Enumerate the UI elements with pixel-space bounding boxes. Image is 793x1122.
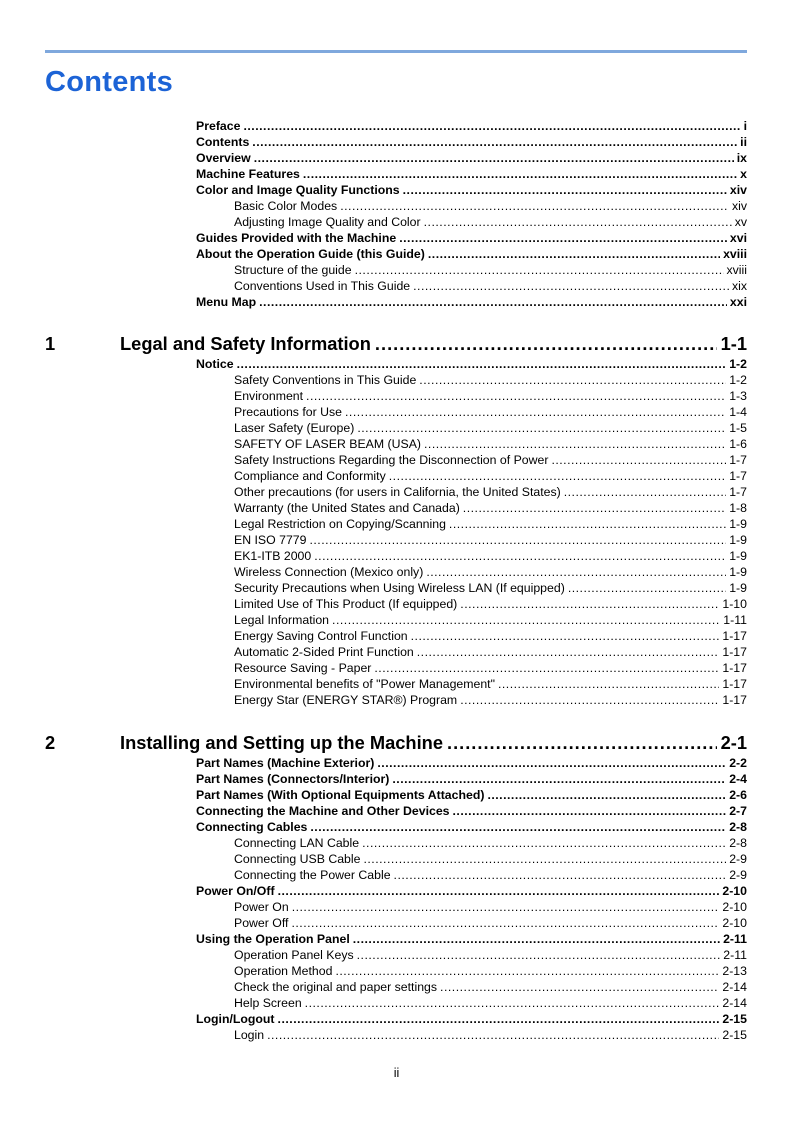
toc-entry-page: 2-7 [729, 804, 747, 818]
dot-leader [345, 404, 726, 420]
toc-entry[interactable] [0, 596, 793, 612]
toc-entry-label: Operation Panel Keys [234, 948, 354, 962]
dot-leader [375, 332, 717, 356]
toc-entry[interactable] [0, 628, 793, 644]
toc-entry-page: xvi [729, 231, 747, 245]
toc-entry-label: Basic Color Modes [234, 199, 338, 213]
dot-leader [419, 372, 726, 388]
toc-entry[interactable] [0, 979, 793, 995]
toc-entry[interactable] [0, 532, 793, 548]
toc-entry[interactable] [0, 580, 793, 596]
dot-leader [389, 468, 726, 484]
header-rule [45, 50, 747, 53]
toc-entry-label: Power Off [234, 916, 289, 930]
toc-entry-label: Connecting Cables [196, 820, 308, 834]
toc-entry-page: 2-11 [723, 932, 747, 946]
dot-leader [314, 548, 726, 564]
dot-leader [309, 532, 726, 548]
toc-entry-page: xiv [731, 199, 747, 213]
chapter-heading[interactable] [0, 332, 793, 356]
toc-entry-page: 1-11 [723, 613, 747, 627]
dot-leader [568, 580, 726, 596]
toc-entry[interactable] [0, 388, 793, 404]
toc-entry[interactable] [0, 676, 793, 692]
toc-entry-page: 2-6 [729, 788, 747, 802]
toc-entry-page: 2-13 [722, 964, 747, 978]
dot-leader [411, 628, 720, 644]
toc-entry-page: 2-8 [729, 820, 747, 834]
toc-entry-page: 1-10 [722, 597, 747, 611]
toc-entry-page: 2-14 [722, 980, 747, 994]
toc-entry-label: Other precautions (for users in California, the United States) [234, 485, 561, 499]
dot-leader [363, 851, 726, 867]
chapter-page: 1-1 [720, 333, 747, 354]
dot-leader [403, 182, 727, 198]
toc-entry-page: 2-11 [723, 948, 747, 962]
toc-entry-page: ix [736, 151, 747, 165]
toc-entry-page: xviii [723, 247, 747, 261]
dot-leader [377, 755, 726, 771]
toc-entry-label: Connecting LAN Cable [234, 836, 360, 850]
dot-leader [332, 612, 720, 628]
dot-leader [267, 1027, 719, 1043]
toc-entry-page: 2-2 [729, 756, 747, 770]
dot-leader [243, 118, 740, 134]
toc-entry-label: Connecting USB Cable [234, 852, 361, 866]
toc-entry-page: 1-9 [729, 549, 747, 563]
toc-entry-label: Operation Method [234, 964, 333, 978]
dot-leader [303, 166, 737, 182]
toc-entry[interactable] [0, 452, 793, 468]
toc-entry-label: Laser Safety (Europe) [234, 421, 355, 435]
dot-leader [424, 436, 726, 452]
toc-entry-label: Legal Restriction on Copying/Scanning [234, 517, 446, 531]
toc-entry-label: Wireless Connection (Mexico only) [234, 565, 424, 579]
toc-entry-label: Connecting the Power Cable [234, 868, 391, 882]
toc-entry-label: Compliance and Conformity [234, 469, 386, 483]
toc-entry[interactable] [0, 150, 793, 166]
toc-entry[interactable] [0, 660, 793, 676]
toc-entry-page: i [743, 119, 747, 133]
toc-entry-page: 1-7 [729, 485, 747, 499]
toc-entry-page: 1-17 [722, 645, 747, 659]
toc-entry-label: Structure of the guide [234, 263, 352, 277]
toc-entry[interactable] [0, 468, 793, 484]
toc-entry-page: 1-2 [729, 357, 747, 371]
toc-entry-page: 1-9 [729, 533, 747, 547]
toc-entry-label: Guides Provided with the Machine [196, 231, 397, 245]
toc-entry-label: Warranty (the United States and Canada) [234, 501, 460, 515]
toc-entry-label: Connecting the Machine and Other Devices [196, 804, 450, 818]
dot-leader [353, 931, 720, 947]
toc-entry-page: 1-8 [729, 501, 747, 515]
toc-entry-page: 2-15 [722, 1012, 747, 1026]
chapter-heading[interactable] [0, 731, 793, 755]
toc-entry[interactable] [0, 166, 793, 182]
dot-leader [340, 198, 729, 214]
toc-entry-label: Overview [196, 151, 251, 165]
toc-entry-page: 1-6 [729, 437, 747, 451]
toc-entry-label: Resource Saving - Paper [234, 661, 372, 675]
toc-entry-label: Preface [196, 119, 241, 133]
toc-entry-label: Using the Operation Panel [196, 932, 350, 946]
dot-leader [449, 516, 726, 532]
toc-entry-label: Login [234, 1028, 265, 1042]
toc-entry-label: Environment [234, 389, 304, 403]
toc-entry[interactable] [0, 963, 793, 979]
toc-entry[interactable] [0, 294, 793, 310]
toc-entry-page: 2-14 [722, 996, 747, 1010]
dot-leader [453, 803, 727, 819]
toc-entry-page: 1-17 [722, 629, 747, 643]
dot-leader [259, 294, 727, 310]
dot-leader [305, 995, 720, 1011]
toc-entry-page: 1-5 [729, 421, 747, 435]
chapter-page: 2-1 [720, 732, 747, 753]
dot-leader [278, 1011, 720, 1027]
dot-leader [417, 644, 720, 660]
dot-leader [399, 230, 727, 246]
dot-leader [487, 787, 726, 803]
toc-entry-page: 1-17 [722, 693, 747, 707]
toc-entry[interactable] [0, 692, 793, 708]
toc-entry-label: Safety Conventions in This Guide [234, 373, 417, 387]
page-number: ii [393, 1066, 400, 1080]
toc-entry-label: Login/Logout [196, 1012, 275, 1026]
chapter-number: 2 [45, 732, 56, 753]
toc-entry[interactable] [0, 404, 793, 420]
toc-entry[interactable] [0, 420, 793, 436]
toc-entry[interactable] [0, 995, 793, 1011]
toc-entry[interactable] [0, 803, 793, 819]
toc-entry[interactable] [0, 1011, 793, 1027]
toc-entry[interactable] [0, 548, 793, 564]
toc-chapter-2 [0, 731, 793, 1043]
toc-entry-page: xviii [726, 263, 747, 277]
toc-entry-page: xv [734, 215, 747, 229]
toc-entry[interactable] [0, 516, 793, 532]
toc-entry[interactable] [0, 246, 793, 262]
toc-entry-page: 1-3 [729, 389, 747, 403]
toc-entry-label: Energy Star (ENERGY STAR®) Program [234, 693, 458, 707]
toc-chapter-1 [0, 332, 793, 708]
toc-entry[interactable] [0, 1027, 793, 1043]
toc-entry-label: Menu Map [196, 295, 257, 309]
toc-entry-label: Color and Image Quality Functions [196, 183, 400, 197]
toc-entry-label: Part Names (With Optional Equipments Attached) [196, 788, 485, 802]
toc-entry-label: Security Precautions when Using Wireless LAN (If equipped) [234, 581, 565, 595]
dot-leader [394, 867, 727, 883]
toc-entry[interactable] [0, 899, 793, 915]
dot-leader [252, 134, 737, 150]
toc-entry[interactable] [0, 134, 793, 150]
toc-entry[interactable] [0, 198, 793, 214]
toc-entry[interactable] [0, 182, 793, 198]
toc-entry-label: EN ISO 7779 [234, 533, 307, 547]
toc-entry-page: 1-7 [729, 453, 747, 467]
dot-leader [498, 676, 719, 692]
toc-front-matter [0, 118, 793, 310]
dot-leader [413, 278, 729, 294]
dot-leader [357, 947, 721, 963]
toc-entry-page: 2-15 [722, 1028, 747, 1042]
toc-entry-page: x [740, 167, 747, 181]
dot-leader [357, 420, 726, 436]
toc-entry-label: Part Names (Connectors/Interior) [196, 772, 390, 786]
dot-leader [362, 835, 726, 851]
toc-entry[interactable] [0, 883, 793, 899]
toc-entry-label: Environmental benefits of "Power Management" [234, 677, 495, 691]
toc-entry[interactable] [0, 931, 793, 947]
toc-entry[interactable] [0, 500, 793, 516]
toc-entry-page: 1-7 [729, 469, 747, 483]
dot-leader [463, 500, 726, 516]
dot-leader [447, 731, 717, 755]
toc-entry[interactable] [0, 230, 793, 246]
toc-entry-page: 2-8 [729, 836, 747, 850]
dot-leader [428, 246, 720, 262]
dot-leader [237, 356, 727, 372]
toc-entry-label: Legal Information [234, 613, 330, 627]
toc-entry[interactable] [0, 612, 793, 628]
toc-entry-label: Notice [196, 357, 234, 371]
dot-leader [374, 660, 719, 676]
toc-entry-label: Automatic 2-Sided Print Function [234, 645, 414, 659]
dot-leader [564, 484, 727, 500]
toc-entry-page: 1-2 [729, 373, 747, 387]
toc-entry-label: Safety Instructions Regarding the Disconnection of Power [234, 453, 549, 467]
toc-entry-page: 1-9 [729, 581, 747, 595]
page-title: Contents [45, 66, 174, 98]
dot-leader [355, 262, 724, 278]
toc-entry-label: Limited Use of This Product (If equipped) [234, 597, 458, 611]
toc-entry[interactable] [0, 262, 793, 278]
toc-entry[interactable] [0, 372, 793, 388]
dot-leader [254, 150, 734, 166]
dot-leader [335, 963, 719, 979]
toc-entry-page: 1-17 [722, 661, 747, 675]
toc-entry-page: 1-9 [729, 517, 747, 531]
toc-entry-page: xix [731, 279, 747, 293]
toc-entry-label: EK1-ITB 2000 [234, 549, 312, 563]
toc-entry-label: Check the original and paper settings [234, 980, 438, 994]
dot-leader [291, 915, 719, 931]
toc-entry-label: Precautions for Use [234, 405, 342, 419]
toc-entry-label: Power On [234, 900, 289, 914]
toc-entry[interactable] [0, 214, 793, 230]
toc-entry-label: About the Operation Guide (this Guide) [196, 247, 425, 261]
toc-entry-label: Contents [196, 135, 250, 149]
toc-entry[interactable] [0, 867, 793, 883]
dot-leader [426, 564, 726, 580]
toc-entry-label: Part Names (Machine Exterior) [196, 756, 375, 770]
dot-leader [278, 883, 720, 899]
toc-entry-page: 2-9 [729, 868, 747, 882]
chapter-number: 1 [45, 333, 56, 354]
toc-entry-page: xiv [729, 183, 747, 197]
toc-entry[interactable] [0, 644, 793, 660]
chapter-title: Legal and Safety Information [120, 333, 371, 354]
toc-entry[interactable] [0, 356, 793, 372]
dot-leader [460, 692, 719, 708]
toc-entry-label: Conventions Used in This Guide [234, 279, 411, 293]
dot-leader [310, 819, 726, 835]
toc-entry-label: Energy Saving Control Function [234, 629, 408, 643]
chapter-title: Installing and Setting up the Machine [120, 732, 443, 753]
toc-entry-page: 2-9 [729, 852, 747, 866]
toc-entry-page: 2-10 [722, 916, 747, 930]
toc-entry-page: 1-17 [722, 677, 747, 691]
dot-leader [440, 979, 719, 995]
toc-entry[interactable] [0, 564, 793, 580]
toc-entry[interactable] [0, 851, 793, 867]
toc-entry-label: Machine Features [196, 167, 300, 181]
toc-entry[interactable] [0, 118, 793, 134]
toc-entry[interactable] [0, 484, 793, 500]
toc-entry-page: ii [740, 135, 747, 149]
toc-entry-page: xxi [729, 295, 747, 309]
toc-entry[interactable] [0, 947, 793, 963]
toc-entry[interactable] [0, 436, 793, 452]
toc-entry-page: 2-4 [729, 772, 747, 786]
toc-entry-page: 1-9 [729, 565, 747, 579]
toc-entry-page: 2-10 [722, 884, 747, 898]
toc-entry-label: SAFETY OF LASER BEAM (USA) [234, 437, 421, 451]
dot-leader [551, 452, 726, 468]
toc-entry[interactable] [0, 771, 793, 787]
toc-entry[interactable] [0, 835, 793, 851]
toc-entry[interactable] [0, 787, 793, 803]
dot-leader [460, 596, 719, 612]
toc-entry[interactable] [0, 819, 793, 835]
toc-entry-page: 2-10 [722, 900, 747, 914]
toc-entry-label: Power On/Off [196, 884, 275, 898]
dot-leader [306, 388, 726, 404]
toc-entry[interactable] [0, 278, 793, 294]
toc-entry-label: Adjusting Image Quality and Color [234, 215, 421, 229]
dot-leader [424, 214, 732, 230]
toc-entry-page: 1-4 [729, 405, 747, 419]
toc-entry[interactable] [0, 755, 793, 771]
toc-entry[interactable] [0, 915, 793, 931]
dot-leader [392, 771, 726, 787]
dot-leader [292, 899, 720, 915]
toc-entry-label: Help Screen [234, 996, 302, 1010]
